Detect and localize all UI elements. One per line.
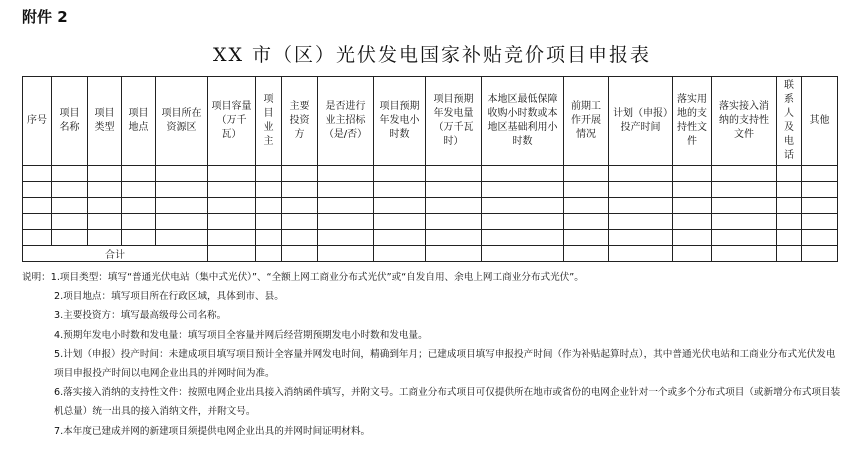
total-cell (208, 246, 256, 262)
table-cell (318, 166, 374, 182)
table-cell (673, 230, 712, 246)
header-cell: 计划（申报）投产时间 (609, 77, 673, 166)
table-row (23, 198, 838, 214)
table-cell (777, 230, 802, 246)
table-cell (673, 198, 712, 214)
table-cell (564, 198, 609, 214)
table-cell (318, 198, 374, 214)
table-cell (256, 230, 282, 246)
total-row (23, 246, 838, 262)
note-item: 5.计划（申报）投产时间：未建成项目填写项目预计全容量并网发电时间，精确到年月；已建成项目填写申报投产时间（作为补贴起算时点），其中普通光伏电站和工商业分布式光伏发电项目申报投产时间以电网企业出具的并网时间为准。 (54, 348, 836, 380)
table-cell (156, 214, 208, 230)
note-item: 7.本年度已建成并网的新建项目须提供电网企业出具的并网时间证明材料。 (54, 425, 371, 437)
table-cell (564, 230, 609, 246)
total-cell (426, 246, 482, 262)
header-cell: 是否进行业主招标（是/否） (318, 77, 374, 166)
table-cell (208, 166, 256, 182)
table-cell (256, 166, 282, 182)
table-cell (802, 214, 838, 230)
header-cell: 落实用地的支持性文件 (673, 77, 712, 166)
table-cell (374, 166, 426, 182)
table-cell (88, 166, 122, 182)
total-cell (777, 246, 802, 262)
note-item: 3.主要投资方：填写最高级母公司名称。 (54, 310, 227, 322)
table-row (23, 230, 838, 246)
total-cell (318, 246, 374, 262)
table-cell (156, 198, 208, 214)
table-cell (426, 166, 482, 182)
notes-section (22, 268, 842, 441)
application-table (22, 76, 838, 262)
total-label: 合计 (23, 246, 208, 262)
header-cell: 项目预期年发电量（万千瓦时） (426, 77, 482, 166)
table-cell (482, 182, 564, 198)
table-cell (712, 166, 777, 182)
table-cell (208, 230, 256, 246)
header-cell: 联系人及电话 (777, 77, 802, 166)
table-cell (564, 182, 609, 198)
table-cell (482, 214, 564, 230)
table-cell (23, 166, 52, 182)
table-cell (52, 214, 88, 230)
table-cell (256, 198, 282, 214)
table-cell (673, 214, 712, 230)
note-item: 4.预期年发电小时数和发电量：填写项目全容量并网后经营期预期发电小时数和发电量。 (54, 329, 428, 341)
header-cell: 前期工作开展情况 (564, 77, 609, 166)
table-cell (482, 166, 564, 182)
table-cell (88, 230, 122, 246)
table-cell (609, 182, 673, 198)
table-cell (777, 182, 802, 198)
table-cell (777, 166, 802, 182)
table-cell (712, 182, 777, 198)
table-cell (122, 166, 156, 182)
table-cell (712, 230, 777, 246)
table-row (23, 166, 838, 182)
table-cell (122, 230, 156, 246)
table-cell (208, 182, 256, 198)
table-cell (712, 198, 777, 214)
table-cell (88, 214, 122, 230)
table-cell (802, 198, 838, 214)
table-cell (122, 214, 156, 230)
total-cell (609, 246, 673, 262)
header-cell: 项目预期年发电小时数 (374, 77, 426, 166)
header-cell: 项目名称 (52, 77, 88, 166)
total-cell (712, 246, 777, 262)
table-cell (256, 214, 282, 230)
total-cell (564, 246, 609, 262)
table-cell (156, 166, 208, 182)
table-cell (88, 182, 122, 198)
form-title: XX 市（区）光伏发电国家补贴竞价项目申报表 (212, 44, 652, 66)
table-cell (318, 182, 374, 198)
table-cell (52, 230, 88, 246)
table-cell (282, 198, 318, 214)
note-item: 2.项目地点：填写项目所在行政区域，具体到市、县。 (54, 291, 284, 303)
table-cell (282, 166, 318, 182)
header-cell: 项目容量（万千瓦） (208, 77, 256, 166)
total-cell (282, 246, 318, 262)
table-cell (426, 198, 482, 214)
total-cell (482, 246, 564, 262)
table-cell (426, 214, 482, 230)
header-cell: 落实接入消纳的支持性文件 (712, 77, 777, 166)
table-cell (609, 166, 673, 182)
table-cell (777, 198, 802, 214)
table-cell (564, 214, 609, 230)
header-cell: 项目类型 (88, 77, 122, 166)
table-cell (374, 198, 426, 214)
table-cell (318, 214, 374, 230)
table-cell (208, 198, 256, 214)
table-cell (374, 182, 426, 198)
table-cell (122, 198, 156, 214)
table-cell (88, 198, 122, 214)
table-cell (426, 230, 482, 246)
table-cell (282, 230, 318, 246)
table-cell (777, 214, 802, 230)
header-cell: 其他 (802, 77, 838, 166)
header-row (23, 77, 838, 166)
table-cell (374, 230, 426, 246)
table-cell (23, 230, 52, 246)
table-cell (282, 214, 318, 230)
table-cell (318, 230, 374, 246)
table-cell (23, 182, 52, 198)
table-cell (802, 166, 838, 182)
table-cell (23, 214, 52, 230)
table-cell (712, 214, 777, 230)
header-cell: 项目业主 (256, 77, 282, 166)
header-cell: 本地区最低保障收购小时数或本地区基础利用小时数 (482, 77, 564, 166)
table-cell (23, 198, 52, 214)
table-cell (673, 166, 712, 182)
table-cell (673, 182, 712, 198)
table-cell (208, 214, 256, 230)
table-cell (426, 182, 482, 198)
table-row (23, 182, 838, 198)
table-cell (482, 198, 564, 214)
attachment-label: 附件 2 (22, 8, 68, 26)
header-cell: 主要投资方 (282, 77, 318, 166)
empty-rows (23, 166, 838, 246)
table-cell (564, 166, 609, 182)
note-item: 说明：1.项目类型：填写“普通光伏电站（集中式光伏）”、“全额上网工商业分布式光伏”或“自发自用、余电上网工商业分布式光伏”。 (22, 272, 584, 283)
table-cell (52, 182, 88, 198)
total-cell (802, 246, 838, 262)
table-cell (802, 182, 838, 198)
header-cell: 项目所在资源区 (156, 77, 208, 166)
total-cell (673, 246, 712, 262)
note-item: 6.落实接入消纳的支持性文件：按照电网企业出具接入消纳函件填写，并附文号。工商业分布式项目可仅提供所在地市或省份的电网企业针对一个或多个分布式项目（或新增分布式项目装机总量）统一出具的接入消纳文件，并附文号。 (54, 387, 841, 418)
table-cell (609, 214, 673, 230)
total-cell (256, 246, 282, 262)
table-cell (482, 230, 564, 246)
total-cell (374, 246, 426, 262)
table-row (23, 214, 838, 230)
table-cell (374, 214, 426, 230)
table-cell (156, 230, 208, 246)
header-cell: 序号 (23, 77, 52, 166)
table-cell (282, 182, 318, 198)
table-cell (122, 182, 156, 198)
table-cell (256, 182, 282, 198)
table-cell (52, 198, 88, 214)
table-cell (609, 198, 673, 214)
table-cell (802, 230, 838, 246)
table-cell (156, 182, 208, 198)
header-cell: 项目地点 (122, 77, 156, 166)
table-cell (52, 166, 88, 182)
table-cell (609, 230, 673, 246)
